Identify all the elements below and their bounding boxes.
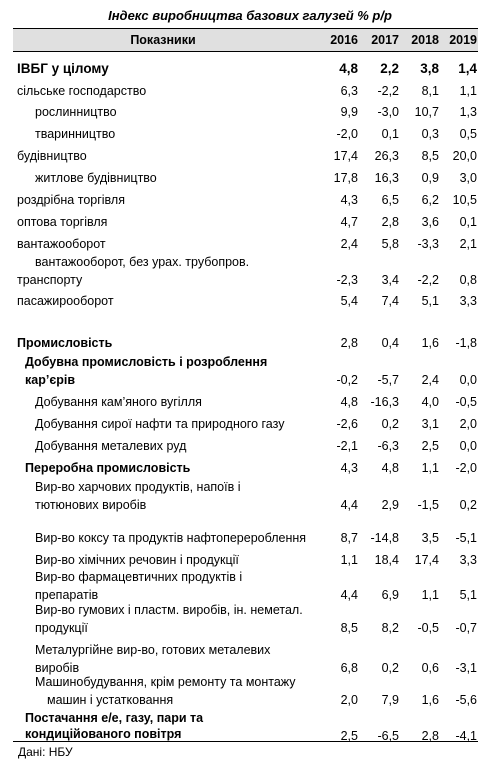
row-value: 2,8 <box>340 336 358 350</box>
row-value: 0,1 <box>381 127 399 141</box>
row-value: 0,8 <box>459 273 477 287</box>
row-value: 8,2 <box>381 621 399 635</box>
header-year: 2019 <box>449 33 477 47</box>
row-value: 4,7 <box>340 215 358 229</box>
row-label-line1: Вир-во фармацевтичних продуктів і <box>35 570 243 584</box>
row-label: оптова торгівля <box>17 215 108 229</box>
row-value: -6,3 <box>377 439 399 453</box>
header-year: 2016 <box>330 33 358 47</box>
row-value: -3,3 <box>417 237 439 251</box>
row-value: 1,6 <box>421 693 439 707</box>
row-value: 1,4 <box>458 61 477 76</box>
row-label: житлове будівництво <box>35 171 157 185</box>
row-value: 0,5 <box>459 127 477 141</box>
row-value: 10,5 <box>452 193 477 207</box>
row-value: 1,3 <box>459 105 477 119</box>
table-title: Індекс виробництва базових галузей % р/р <box>108 8 392 23</box>
row-value: -2,0 <box>336 127 358 141</box>
row-value: 20,0 <box>452 149 477 163</box>
row-label-line1: Металургійне вир-во, готових металевих <box>35 643 271 657</box>
row-value: 4,3 <box>340 193 358 207</box>
row-label-line1: Вир-во гумових і пластм. виробів, ін. неметал. <box>35 603 303 617</box>
header-year: 2018 <box>411 33 439 47</box>
row-label: пасажирооборот <box>17 294 114 308</box>
row-value: 2,4 <box>421 373 439 387</box>
row-value: 17,4 <box>333 149 358 163</box>
row-label: тваринництво <box>35 127 116 141</box>
row-value: 3,0 <box>459 171 477 185</box>
row-value: -2,1 <box>336 439 358 453</box>
row-value: 4,4 <box>340 498 358 512</box>
row-value: -0,5 <box>417 621 439 635</box>
row-value: 0,3 <box>421 127 439 141</box>
row-value: 0,2 <box>381 417 399 431</box>
row-label: рослинництво <box>35 105 117 119</box>
row-value: 8,5 <box>421 149 439 163</box>
row-label-line2: машин і устатковання <box>47 693 174 707</box>
row-value: 1,1 <box>340 553 358 567</box>
row-label-line2: виробів <box>35 661 80 675</box>
header-label: Показники <box>130 33 196 47</box>
row-label-line2: кондиційованого повітря <box>25 727 182 741</box>
row-value: 4,3 <box>340 461 358 475</box>
row-label-line1: Постачання е/е, газу, пари та <box>25 711 204 725</box>
row-value: -2,6 <box>336 417 358 431</box>
row-value: -2,2 <box>377 84 399 98</box>
row-value: 2,9 <box>381 498 399 512</box>
row-label: Вир-во хімічних речовин і продукції <box>35 553 239 567</box>
row-value: 3,1 <box>421 417 439 431</box>
row-label-line2: тютюнових виробів <box>35 498 147 512</box>
row-value: -5,7 <box>377 373 399 387</box>
row-value: 8,7 <box>340 531 358 545</box>
row-value: -2,3 <box>336 273 358 287</box>
row-label-line2: продукції <box>35 621 88 635</box>
table-header <box>13 29 478 52</box>
header-year: 2017 <box>371 33 399 47</box>
row-value: 2,5 <box>421 439 439 453</box>
source-note: Дані: НБУ <box>18 745 73 759</box>
row-value: 10,7 <box>414 105 439 119</box>
row-value: -0,2 <box>336 373 358 387</box>
row-value: 0,9 <box>421 171 439 185</box>
row-value: 6,5 <box>381 193 399 207</box>
row-value: -2,0 <box>455 461 477 475</box>
row-value: 5,4 <box>340 294 358 308</box>
row-value: -1,8 <box>455 336 477 350</box>
row-value: 4,0 <box>421 395 439 409</box>
row-value: -14,8 <box>370 531 399 545</box>
row-value: 0,6 <box>421 661 439 675</box>
row-value: 5,1 <box>459 588 477 602</box>
row-value: 3,3 <box>459 294 477 308</box>
row-value: -0,5 <box>455 395 477 409</box>
row-value: 2,0 <box>459 417 477 431</box>
row-label: Добування металевих руд <box>35 439 187 453</box>
row-value: 0,0 <box>459 439 477 453</box>
row-value: 3,3 <box>459 553 477 567</box>
row-label-line1: Вир-во харчових продуктів, напоїв і <box>35 480 241 494</box>
row-label: Промисловість <box>17 336 113 350</box>
row-value: 0,4 <box>381 336 399 350</box>
row-value: -16,3 <box>370 395 399 409</box>
row-value: 5,8 <box>381 237 399 251</box>
row-value: 2,0 <box>340 693 358 707</box>
row-value: 2,8 <box>421 729 439 743</box>
row-label-line1: Добувна промисловість і розроблення <box>25 355 268 369</box>
row-value: 3,5 <box>421 531 439 545</box>
row-value: 17,8 <box>333 171 358 185</box>
row-label-line2: транспорту <box>17 273 83 287</box>
row-value: 2,5 <box>340 729 358 743</box>
row-value: -4,1 <box>455 729 477 743</box>
row-value: 7,4 <box>381 294 399 308</box>
row-label: сільське господарство <box>17 84 147 98</box>
row-value: -3,0 <box>377 105 399 119</box>
row-value: -3,1 <box>455 661 477 675</box>
row-value: 0,2 <box>381 661 399 675</box>
row-label: Добування кам’яного вугілля <box>35 395 202 409</box>
row-value: 2,4 <box>340 237 358 251</box>
row-value: 18,4 <box>374 553 399 567</box>
row-value: 0,2 <box>459 498 477 512</box>
row-value: 8,1 <box>421 84 439 98</box>
row-value: 16,3 <box>374 171 399 185</box>
row-value: -5,1 <box>455 531 477 545</box>
row-value: 7,9 <box>381 693 399 707</box>
row-value: 6,2 <box>421 193 439 207</box>
row-value: -2,2 <box>417 273 439 287</box>
row-value: -5,6 <box>455 693 477 707</box>
row-value: 4,4 <box>340 588 358 602</box>
row-value: 1,6 <box>421 336 439 350</box>
row-value: 4,8 <box>340 395 358 409</box>
row-value: 6,3 <box>340 84 358 98</box>
row-label: ІВБГ у цілому <box>17 61 109 76</box>
row-value: -6,5 <box>377 729 399 743</box>
row-value: 2,2 <box>380 61 399 76</box>
row-value: 2,8 <box>381 215 399 229</box>
row-value: 17,4 <box>414 553 439 567</box>
row-value: 2,1 <box>459 237 477 251</box>
row-value: 26,3 <box>374 149 399 163</box>
row-label: вантажооборот <box>17 237 106 251</box>
row-value: 9,9 <box>340 105 358 119</box>
row-label: будівництво <box>17 149 87 163</box>
row-value: 1,1 <box>421 461 439 475</box>
row-label-line2: препаратів <box>35 588 99 602</box>
row-label-line2: кар’єрів <box>25 373 76 387</box>
row-value: 0,0 <box>459 373 477 387</box>
row-label: Добування сирої нафти та природного газу <box>35 417 285 431</box>
row-value: -1,5 <box>417 498 439 512</box>
row-value: 4,8 <box>339 61 358 76</box>
row-value: 3,4 <box>381 273 399 287</box>
row-value: 8,5 <box>340 621 358 635</box>
data-table <box>13 28 478 742</box>
row-value: 3,6 <box>421 215 439 229</box>
row-value: 4,8 <box>381 461 399 475</box>
row-value: 1,1 <box>459 84 477 98</box>
row-value: 5,1 <box>421 294 439 308</box>
row-value: -0,7 <box>455 621 477 635</box>
row-label: Вир-во коксу та продуктів нафтоперероблення <box>35 531 307 545</box>
row-label: роздрібна торгівля <box>17 193 125 207</box>
row-value: 0,1 <box>459 215 477 229</box>
row-value: 3,8 <box>420 61 439 76</box>
row-value: 6,9 <box>381 588 399 602</box>
row-value: 6,8 <box>340 661 358 675</box>
row-label: Переробна промисловість <box>25 461 191 475</box>
row-value: 1,1 <box>421 588 439 602</box>
row-label-line1: вантажооборот, без урах. трубопров. <box>35 255 250 269</box>
row-label-line1: Машинобудування, крім ремонту та монтажу <box>35 675 296 689</box>
